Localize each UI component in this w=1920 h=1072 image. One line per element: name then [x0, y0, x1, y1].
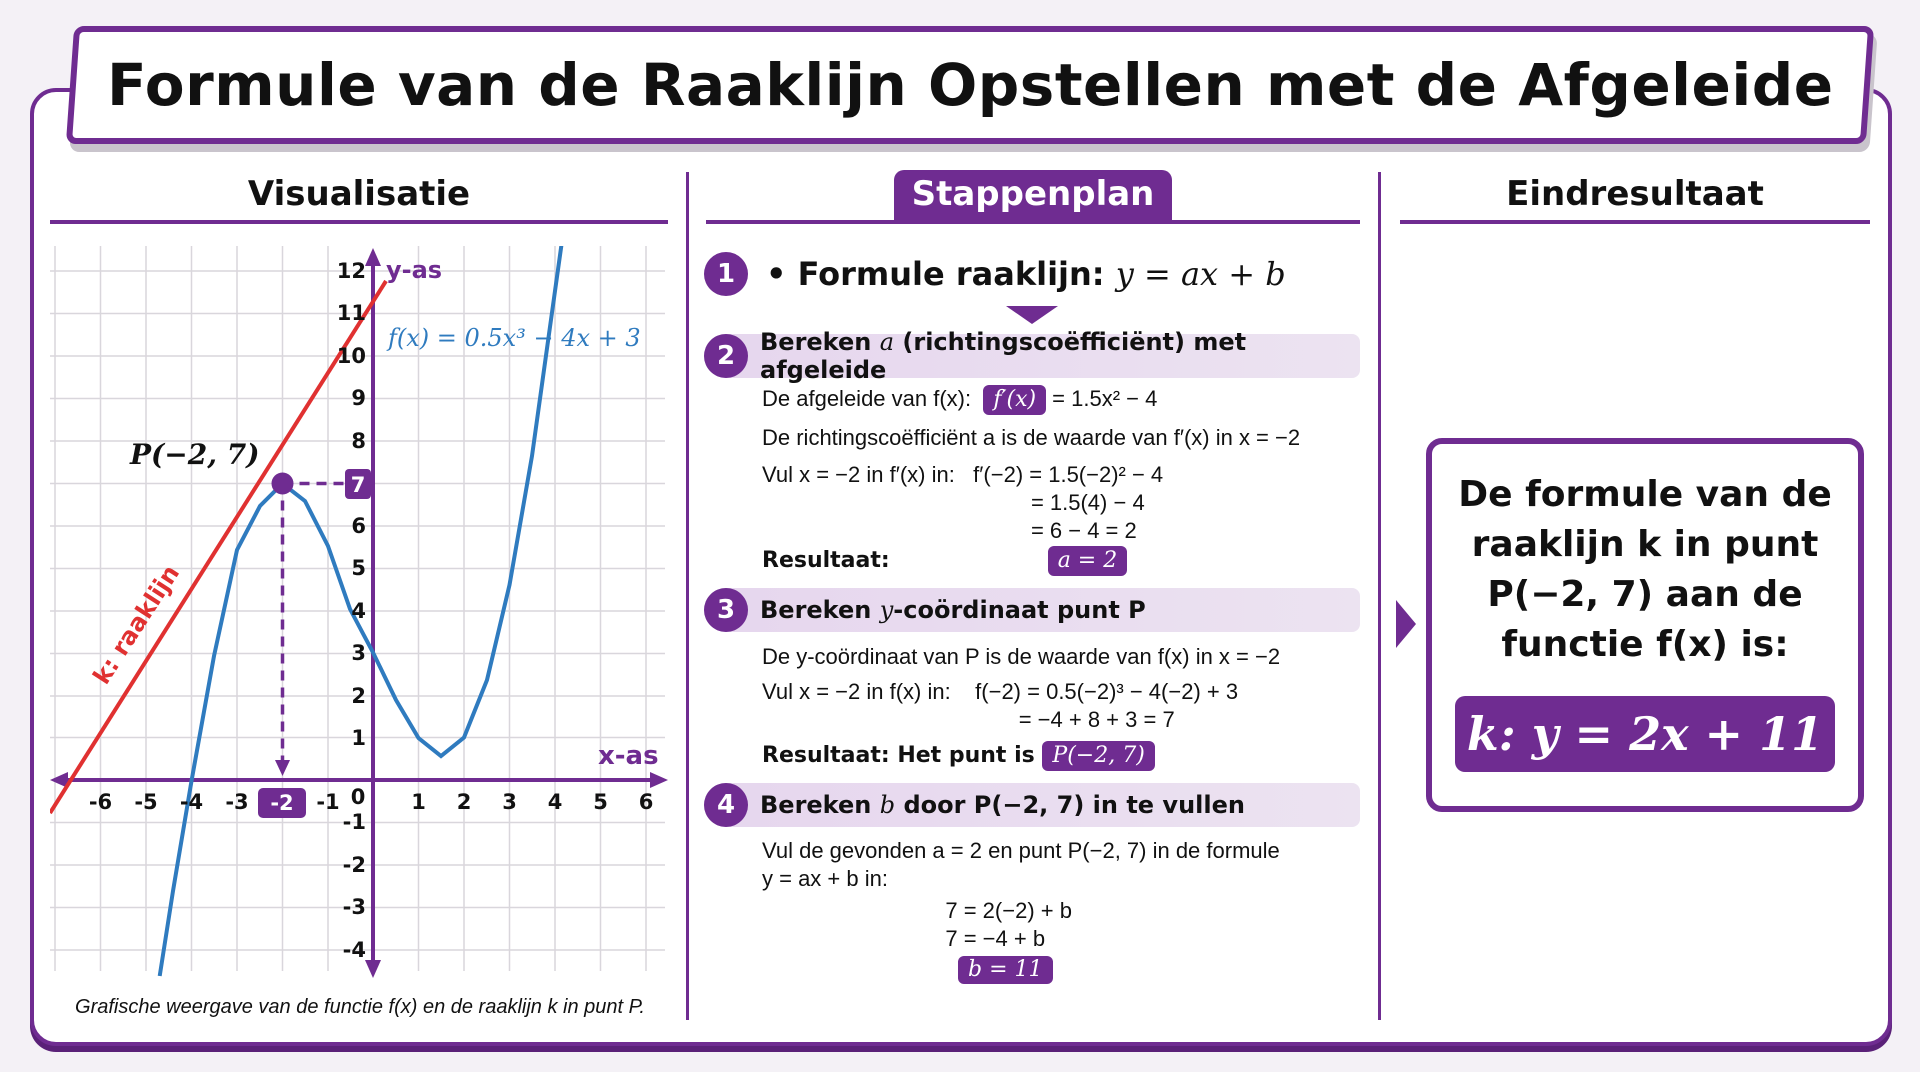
result-badge: b = 11 [958, 956, 1053, 984]
step-2-body [704, 384, 1360, 576]
step-line: 7 = 2(−2) + b [762, 898, 1072, 923]
column-divider [686, 172, 689, 1020]
y-axis-arrow-down-icon [365, 960, 381, 978]
svg-text:5: 5 [593, 790, 608, 814]
svg-text:-2: -2 [342, 853, 366, 877]
svg-text:1: 1 [351, 726, 366, 750]
step-result [762, 740, 1360, 771]
result-badge: P(−2, 7) [1042, 741, 1154, 771]
result-line: P(−2, 7) aan de [1487, 574, 1803, 615]
step-4-header [704, 783, 1360, 827]
result-formula: k: y = 2x + 11 [1455, 696, 1835, 772]
column-title: Eindresultaat [1506, 174, 1764, 214]
svg-text:10: 10 [336, 344, 366, 368]
x-axis-arrow-right-icon [650, 772, 668, 788]
step-line: Vul x = −2 in f(x) in: f(−2) = 0.5(−2)³ − 4(−2) + 3 [762, 679, 1239, 704]
step-plan [704, 246, 1360, 984]
step-line: y = ax + b in: [762, 866, 888, 891]
step-4-body [704, 837, 1360, 984]
step-title-var: b [879, 791, 896, 819]
svg-text:-5: -5 [134, 790, 158, 814]
result-line: raaklijn k in punt [1471, 524, 1819, 565]
column-divider [1378, 172, 1381, 1020]
point-p-marker [272, 473, 294, 495]
step-title-var: y [879, 596, 894, 624]
step-title-var: a [879, 328, 895, 356]
graph-caption: Grafische weergave van de functie f(x) en de raaklijn k in punt P. [75, 996, 645, 1018]
guide-arrow-icon [275, 760, 290, 776]
step-3-body [704, 642, 1360, 771]
result-line: functie f(x) is: [1501, 624, 1789, 665]
step-title [760, 791, 1245, 819]
step-line: Vul de gevonden a = 2 en punt P(−2, 7) in de formule [762, 838, 1280, 863]
svg-text:2: 2 [456, 790, 472, 814]
svg-text:0: 0 [350, 785, 366, 809]
step-number: 2 [704, 334, 748, 378]
result-label: Resultaat: Het punt is [762, 743, 1043, 768]
highlight-y-label: 7 [350, 473, 366, 497]
svg-text:3: 3 [351, 641, 366, 665]
step-2-header [704, 328, 1360, 384]
column-header-eindresultaat [1400, 172, 1870, 224]
svg-text:1: 1 [411, 790, 426, 814]
line-text: = 1.5x² − 4 [1046, 386, 1158, 411]
step-result [762, 545, 1360, 576]
svg-text:-3: -3 [342, 895, 366, 919]
step-line: = 1.5(4) − 4 [762, 490, 1145, 515]
step-line: De y-coördinaat van P is de waarde van f(x) in x = −2 [762, 644, 1281, 669]
step-title-text: • Formule raaklijn: [766, 255, 1116, 293]
title-banner [66, 26, 1874, 144]
step-title-text: -coördinaat punt P [893, 596, 1146, 624]
y-axis-arrow-up-icon [365, 248, 381, 266]
y-axis-label: y-as [386, 256, 443, 284]
step-title-text: Bereken [760, 328, 880, 356]
result-badge: a = 2 [1048, 546, 1128, 576]
column-header-stappenplan [706, 172, 1360, 224]
step-number: 3 [704, 588, 748, 632]
step-title-text: (richtingscoëfficiënt) met afgeleide [760, 328, 1247, 384]
final-result-box [1426, 438, 1864, 812]
svg-text:-3: -3 [225, 790, 249, 814]
svg-text:-1: -1 [316, 790, 340, 814]
svg-text:-4: -4 [179, 790, 204, 814]
step-number: 4 [704, 783, 748, 827]
step-title [766, 255, 1286, 293]
point-p-label: P(−2, 7) [130, 438, 260, 471]
svg-text:8: 8 [351, 429, 366, 453]
result-label: Resultaat: [762, 548, 890, 573]
highlight-x-label: -2 [270, 791, 294, 815]
tangent-label: k: raaklijn [87, 560, 186, 690]
page-title: Formule van de Raaklijn Opstellen met de Afgeleide [106, 51, 1834, 119]
step-line [762, 384, 1360, 415]
step-title [760, 596, 1146, 624]
svg-text:5: 5 [351, 556, 366, 580]
step-line: = −4 + 8 + 3 = 7 [762, 707, 1175, 732]
step-formula: y = ax + b [1115, 255, 1286, 293]
step-line: Vul x = −2 in f′(x) in: f′(−2) = 1.5(−2)² − 4 [762, 462, 1164, 487]
svg-text:6: 6 [351, 514, 366, 538]
column-title: Stappenplan [894, 170, 1173, 220]
function-label: f(x) = 0.5x³ − 4x + 3 [388, 324, 641, 352]
svg-text:4: 4 [547, 790, 563, 814]
svg-text:-4: -4 [342, 938, 366, 962]
step-line: 7 = −4 + b [762, 926, 1046, 951]
svg-text:12: 12 [336, 259, 366, 283]
down-arrow-icon [1006, 306, 1058, 324]
step-1 [704, 246, 1360, 302]
step-line: = 6 − 4 = 2 [762, 518, 1137, 543]
step-title-text: door P(−2, 7) in te vullen [895, 791, 1245, 819]
line-text: De afgeleide van f(x): [762, 386, 984, 411]
step-title-text: Bereken [760, 596, 880, 624]
result-line: De formule van de [1458, 474, 1832, 515]
step-number: 1 [704, 252, 748, 296]
svg-text:11: 11 [336, 301, 366, 325]
x-axis-label: x-as [598, 741, 659, 771]
svg-text:6: 6 [638, 790, 654, 814]
step-title-text: Bereken [760, 791, 880, 819]
svg-text:-6: -6 [88, 790, 113, 814]
svg-text:2: 2 [351, 684, 366, 708]
svg-text:3: 3 [502, 790, 517, 814]
column-title: Visualisatie [247, 174, 471, 214]
svg-text:4: 4 [351, 599, 366, 623]
step-line: De richtingscoëfficiënt a is de waarde van f′(x) in x = −2 [762, 425, 1301, 450]
arrow-right-icon [1396, 600, 1416, 648]
step-result [762, 955, 1360, 984]
step-title [760, 328, 1360, 384]
step-3-header [704, 588, 1360, 632]
derivative-badge: f′(x) [983, 385, 1046, 415]
column-header-visualisatie [50, 172, 668, 224]
svg-text:9: 9 [351, 386, 366, 410]
graph-svg [50, 246, 670, 986]
result-description [1458, 470, 1832, 670]
graph [50, 246, 670, 986]
svg-text:-1: -1 [342, 810, 366, 834]
